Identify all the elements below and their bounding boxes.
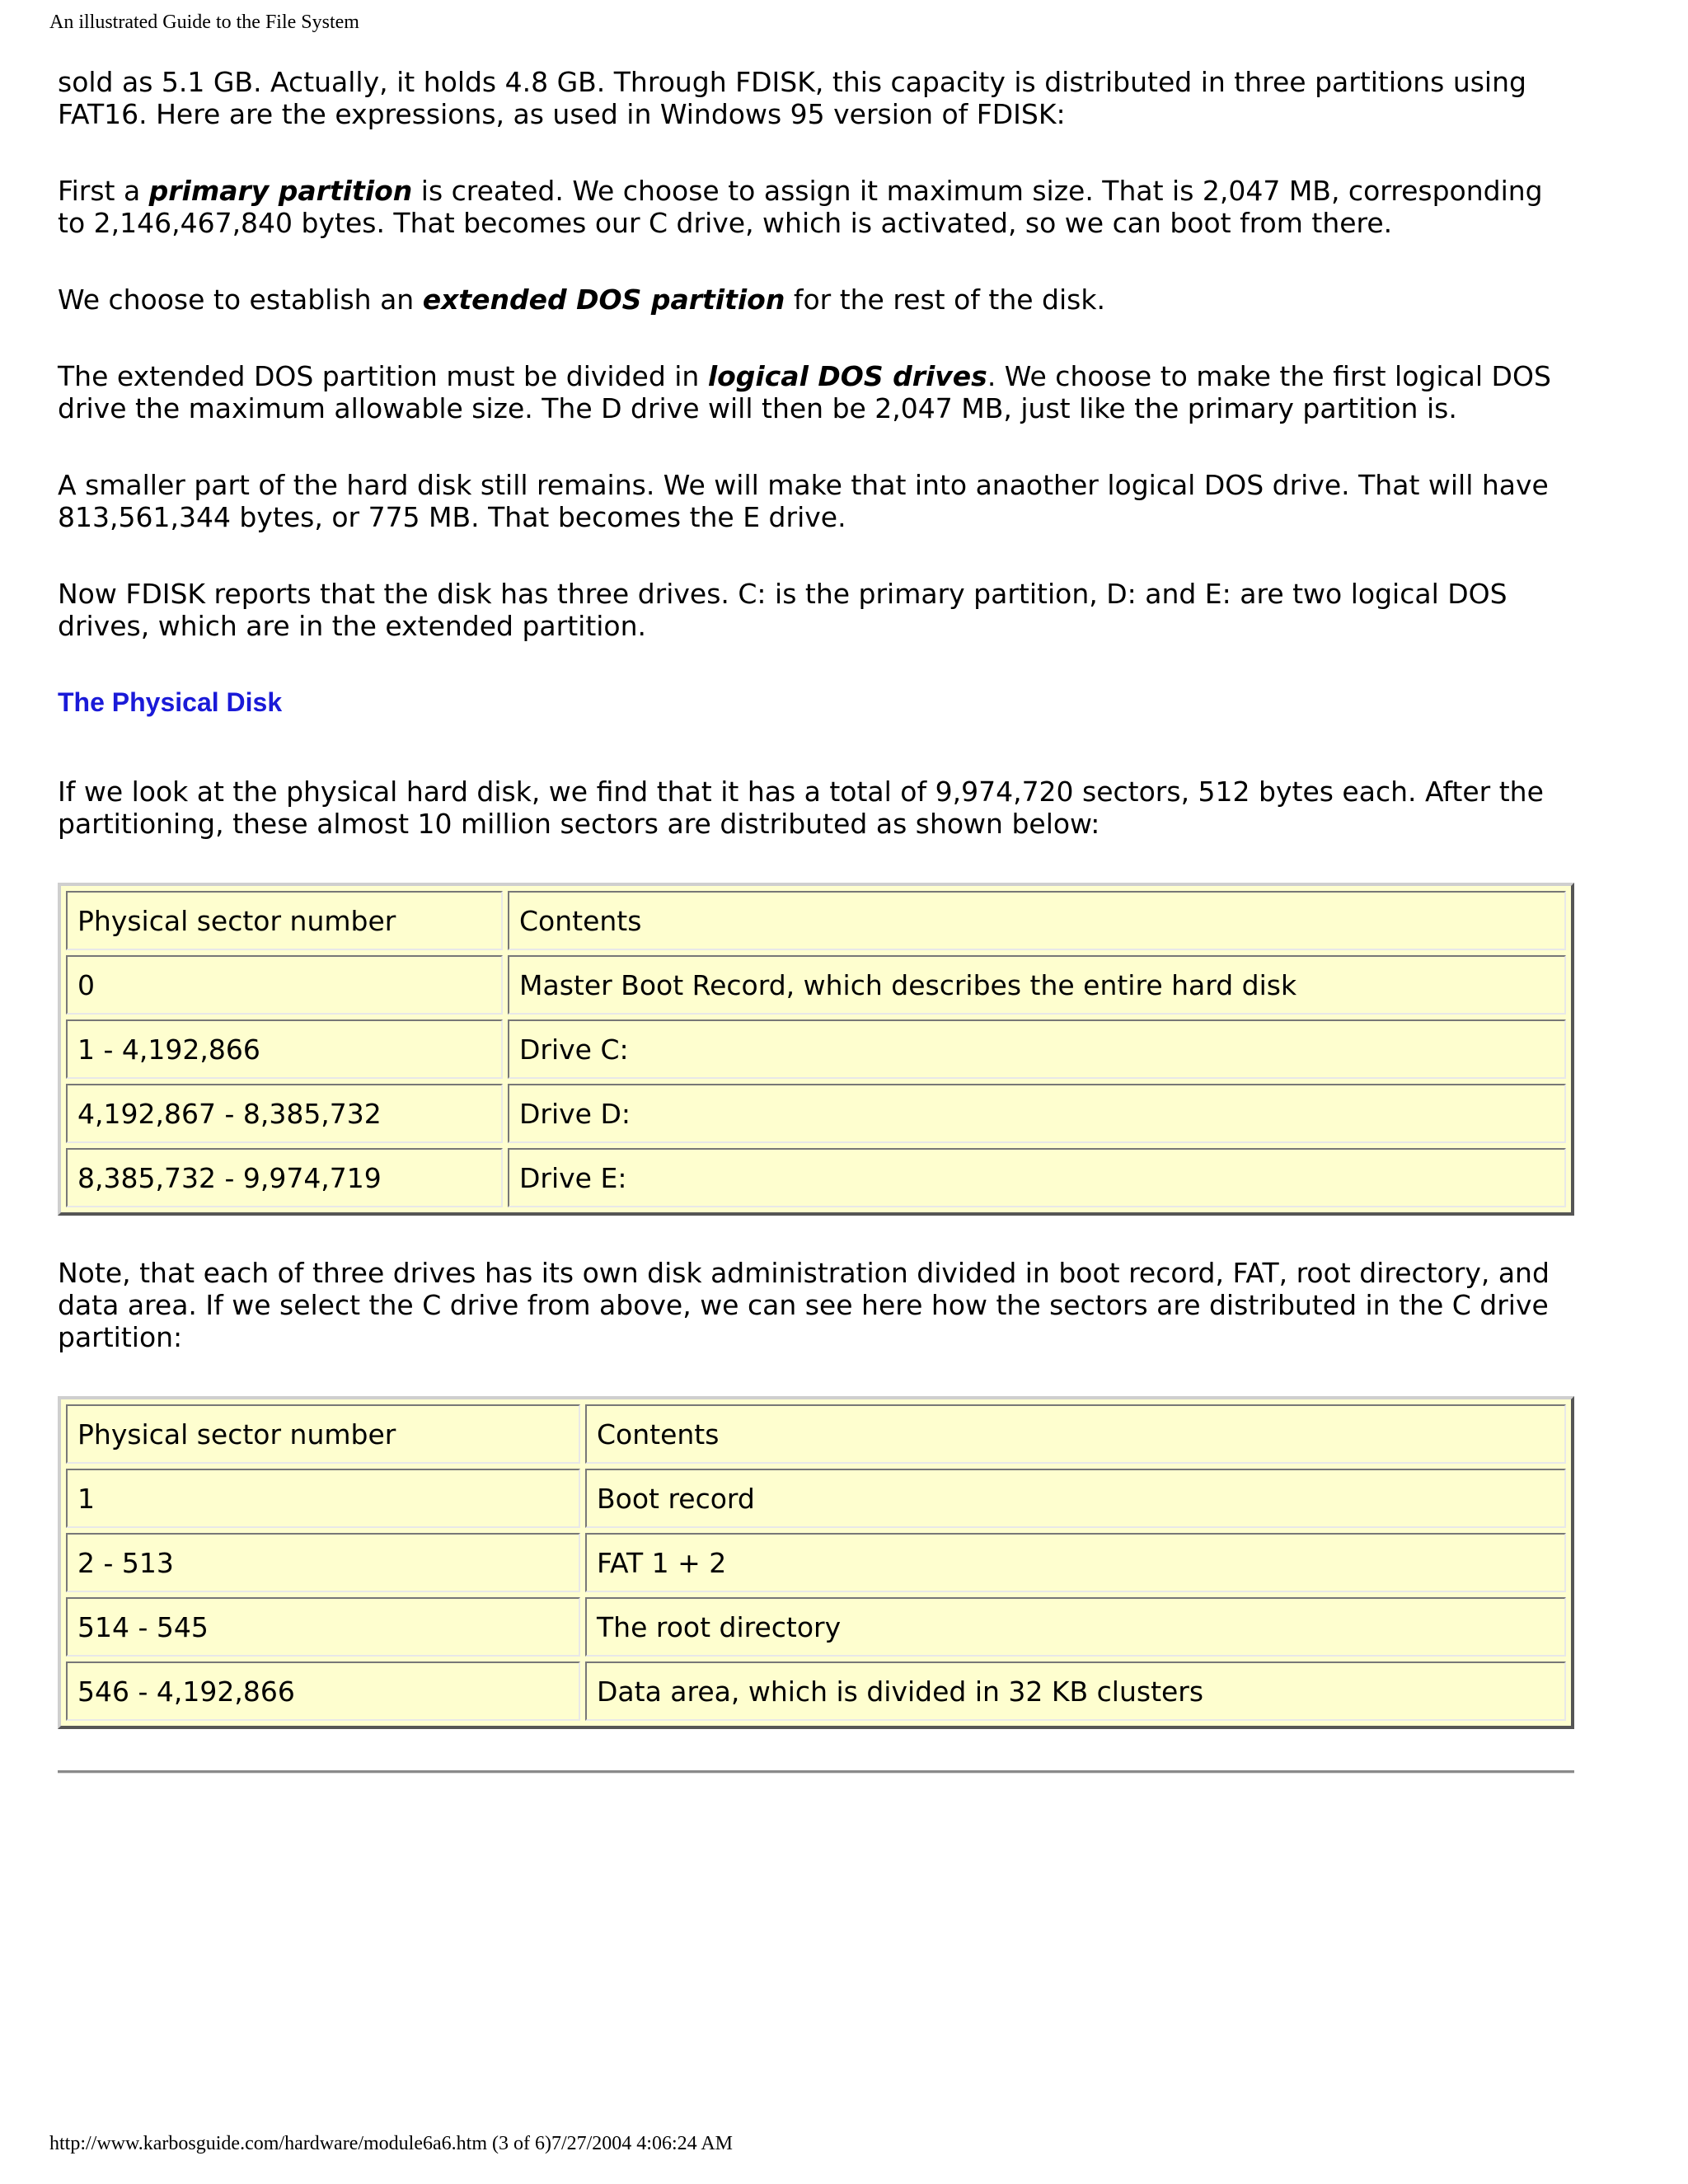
- table-row: [66, 1469, 1566, 1528]
- column-header-contents: Contents: [585, 1404, 1566, 1464]
- cell-contents: Drive E:: [508, 1148, 1566, 1207]
- cell-contents: Master Boot Record, which describes the entire hard disk: [508, 955, 1566, 1015]
- table-row: [66, 1661, 1566, 1721]
- cell-contents: FAT 1 + 2: [585, 1533, 1566, 1592]
- table-header-row: [66, 891, 1566, 950]
- paragraph-c-drive-note: Note, that each of three drives has its own disk administration divided in boot record, FAT, root directory, and data area. If we select the C drive from above, we can see here how the sectors are distributed in the C drive partition:: [58, 1257, 1550, 1353]
- table-c-drive-sectors: [58, 1396, 1574, 1729]
- table-row: [66, 1148, 1566, 1207]
- column-header-contents: Contents: [508, 891, 1566, 950]
- paragraph-text: is created. We choose to assign it maximum size. That is 2,047 MB, corresponding to 2,146,467,840 bytes. That becomes our C drive, which is activated, so we can boot from there.: [58, 175, 1543, 239]
- paragraph-fdisk-report: Now FDISK reports that the disk has three drives. C: is the primary partition, D: and E: are two logical DOS drives, which are in the extended partition.: [58, 578, 1507, 642]
- paragraph-text: for the rest of the disk.: [785, 284, 1105, 316]
- table-disk-sectors: [58, 883, 1574, 1216]
- paragraph-logical-drives: [58, 360, 1566, 424]
- cell-sector: 546 - 4,192,866: [66, 1661, 580, 1721]
- paragraph-text: . We choose to make the first logical DOS drive the maximum allowable size. The D drive will then be 2,047 MB, just like the primary partition is.: [58, 360, 1551, 424]
- paragraph-primary-partition: [58, 175, 1566, 239]
- table-header-row: [66, 1404, 1566, 1464]
- cell-contents: Data area, which is divided in 32 KB clusters: [585, 1661, 1566, 1721]
- column-header-sector: Physical sector number: [66, 1404, 580, 1464]
- horizontal-rule: [58, 1770, 1574, 1774]
- cell-contents: Boot record: [585, 1469, 1566, 1528]
- paragraph-text: First a: [58, 175, 149, 207]
- paragraph-text: We choose to establish an: [58, 284, 423, 316]
- cell-sector: 0: [66, 955, 503, 1015]
- cell-sector: 1 - 4,192,866: [66, 1019, 503, 1079]
- cell-contents: Drive C:: [508, 1019, 1566, 1079]
- cell-sector: 1: [66, 1469, 580, 1528]
- paragraph-capacity: sold as 5.1 GB. Actually, it holds 4.8 GB. Through FDISK, this capacity is distributed in three partitions using FAT16. Here are the expressions, as used in Windows 95 version of FDISK:: [58, 66, 1526, 130]
- paragraph-text: The extended DOS partition must be divided in: [58, 360, 708, 392]
- term-primary-partition: primary partition: [148, 175, 413, 207]
- term-extended-dos-partition: extended DOS partition: [422, 284, 785, 316]
- column-header-sector: Physical sector number: [66, 891, 503, 950]
- table-row: [66, 955, 1566, 1015]
- cell-sector: 8,385,732 - 9,974,719: [66, 1148, 503, 1207]
- table-row: [66, 1084, 1566, 1143]
- cell-sector: 4,192,867 - 8,385,732: [66, 1084, 503, 1143]
- page-content: [58, 66, 1566, 1774]
- section-heading-physical-disk: The Physical Disk: [58, 687, 283, 717]
- cell-sector: 2 - 513: [66, 1533, 580, 1592]
- table-row: [66, 1597, 1566, 1657]
- paragraph-extended-partition: [58, 284, 1566, 316]
- term-logical-dos-drives: logical DOS drives: [707, 360, 987, 392]
- cell-contents: Drive D:: [508, 1084, 1566, 1143]
- print-footer-url: http://www.karbosguide.com/hardware/module6a6.htm (3 of 6)7/27/2004 4:06:24 AM: [49, 2133, 733, 2154]
- paragraph-e-drive: A smaller part of the hard disk still remains. We will make that into anaother logical DOS drive. That will have 813,561,344 bytes, or 775 MB. That becomes the E drive.: [58, 469, 1549, 533]
- paragraph-physical-disk: If we look at the physical hard disk, we find that it has a total of 9,974,720 sectors, 512 bytes each. After the partitioning, these almost 10 million sectors are distributed as shown below:: [58, 776, 1544, 840]
- cell-sector: 514 - 545: [66, 1597, 580, 1657]
- table-row: [66, 1019, 1566, 1079]
- cell-contents: The root directory: [585, 1597, 1566, 1657]
- table-row: [66, 1533, 1566, 1592]
- print-header-title: An illustrated Guide to the File System: [49, 12, 359, 33]
